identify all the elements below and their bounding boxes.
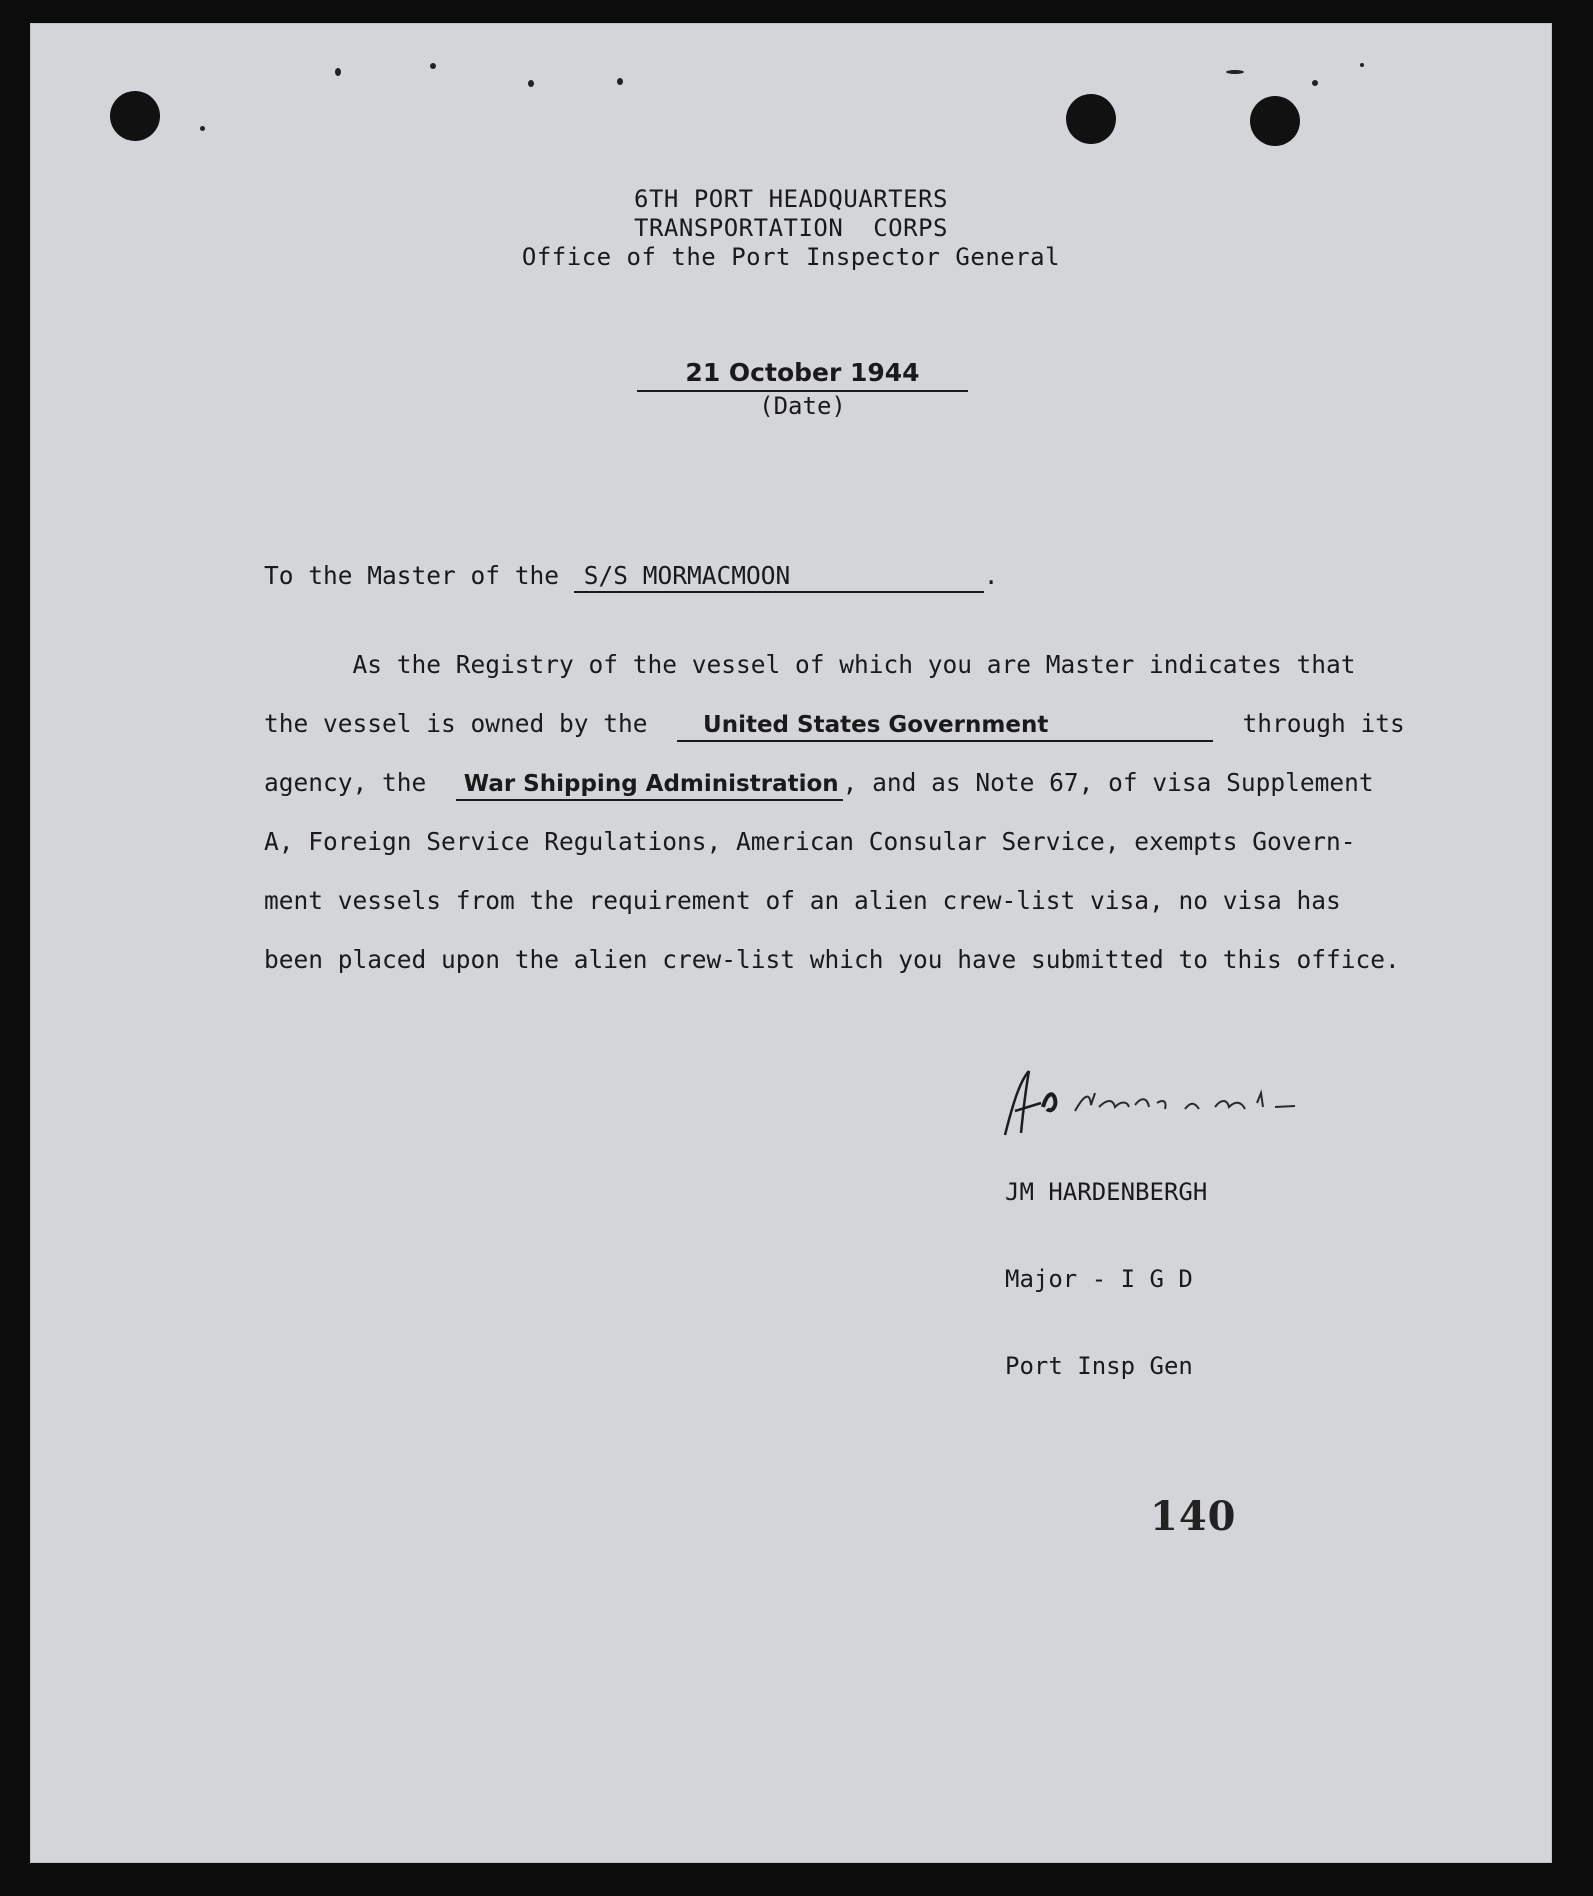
body-line-2-prefix: the vessel is owned by the bbox=[264, 709, 678, 738]
punch-hole-right-1 bbox=[1066, 94, 1116, 144]
signature-block bbox=[1005, 1120, 1207, 1439]
letterhead-line-1: 6TH PORT HEADQUARTERS bbox=[634, 185, 948, 213]
document-page bbox=[30, 23, 1552, 1863]
signer-rank: Major - I G D bbox=[1005, 1265, 1193, 1293]
vessel-name: S/S MORMACMOON bbox=[574, 561, 984, 593]
addressee-suffix: . bbox=[983, 561, 999, 590]
body-line-3-prefix: agency, the bbox=[264, 768, 456, 797]
signer-title: Port Insp Gen bbox=[1005, 1352, 1193, 1380]
date-value: 21 October 1944 bbox=[637, 357, 968, 392]
body-line-3 bbox=[264, 768, 1374, 801]
speck bbox=[200, 126, 205, 131]
date-caption: (Date) bbox=[759, 392, 846, 420]
owner-field: United States Government bbox=[677, 710, 1213, 742]
date-block bbox=[637, 357, 968, 420]
body-line-2-suffix: through its bbox=[1213, 709, 1405, 738]
addressee-prefix: To the Master of the bbox=[264, 561, 574, 590]
speck bbox=[1312, 80, 1318, 86]
speck bbox=[430, 63, 436, 69]
folio-number: 140 bbox=[1150, 1493, 1237, 1540]
speck bbox=[617, 78, 623, 85]
agency-field: War Shipping Administration bbox=[456, 769, 843, 801]
punch-hole-left bbox=[110, 91, 160, 141]
letterhead-line-3: Office of the Port Inspector General bbox=[521, 243, 1061, 271]
letterhead bbox=[30, 185, 1552, 272]
body-line-3-suffix: , and as Note 67, of visa Supplement bbox=[842, 768, 1374, 797]
speck bbox=[335, 68, 341, 76]
body-line-6: been placed upon the alien crew-list which you have submitted to this office. bbox=[264, 945, 1400, 974]
speck bbox=[1360, 63, 1364, 67]
signer-name: JM HARDENBERGH bbox=[1005, 1178, 1208, 1206]
body-line-1: As the Registry of the vessel of which you are Master indicates that bbox=[264, 650, 1356, 679]
letterhead-line-2: TRANSPORTATION CORPS bbox=[634, 214, 948, 242]
body-line-5: ment vessels from the requirement of an alien crew-list visa, no visa has bbox=[264, 886, 1341, 915]
body-line-4: A, Foreign Service Regulations, American Consular Service, exempts Govern- bbox=[264, 827, 1356, 856]
speck bbox=[528, 80, 534, 87]
body-line-2 bbox=[264, 709, 1405, 742]
punch-hole-right-2 bbox=[1250, 96, 1300, 146]
speck bbox=[1226, 70, 1244, 74]
addressee-line bbox=[264, 561, 999, 593]
